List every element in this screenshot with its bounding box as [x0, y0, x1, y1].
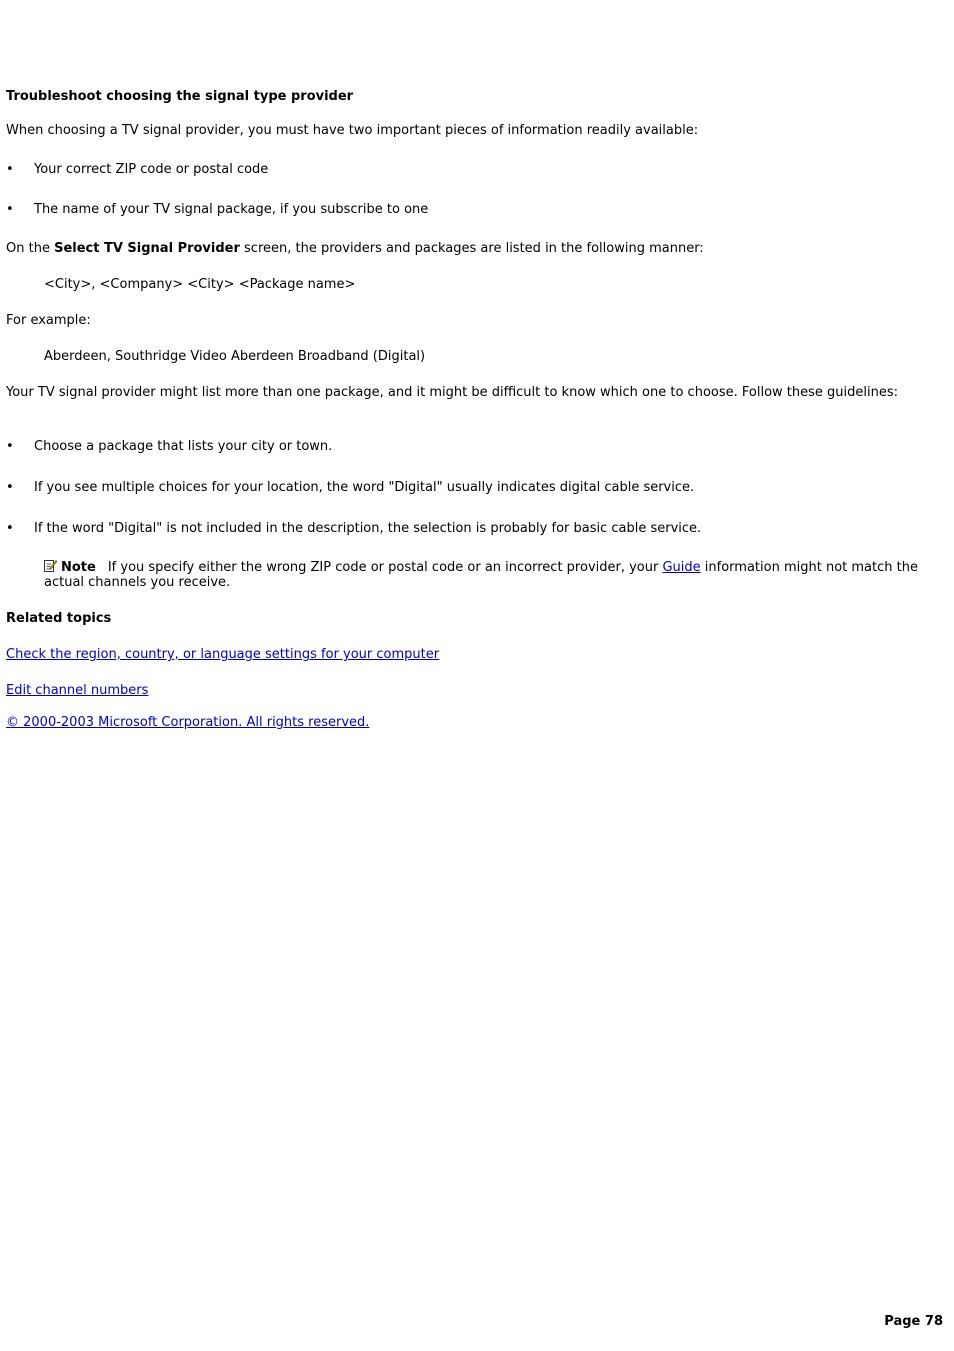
- example-label: For example:: [6, 313, 91, 328]
- intro-paragraph: When choosing a TV signal provider, you must have two important pieces of information readily available:: [6, 123, 699, 138]
- note-text-after: information might not match the actual channels you receive.: [44, 560, 918, 590]
- note-box: [44, 559, 950, 590]
- bullet-icon: •: [6, 480, 14, 495]
- region-settings-link[interactable]: Check the region, country, or language settings for your computer: [6, 647, 440, 662]
- related-topics-heading: Related topics: [6, 611, 112, 626]
- copyright-line[interactable]: [6, 715, 369, 731]
- listing-suffix: screen, the providers and packages are listed in the following manner:: [239, 241, 704, 256]
- guidelines-paragraph: Your TV signal provider might list more than one package, and it might be difficult to know which one to choose. Follow these guidelines:: [6, 385, 898, 400]
- guide-link[interactable]: Guide: [662, 560, 701, 575]
- note-pencil-icon: [44, 559, 57, 572]
- related-link-edit-channels[interactable]: [6, 683, 148, 699]
- list-item-text: The name of your TV signal package, if you subscribe to one: [34, 202, 429, 217]
- listing-prefix: On the: [6, 241, 55, 256]
- related-link-region-settings[interactable]: [6, 647, 439, 663]
- format-line: <City>, <Company> <City> <Package name>: [44, 277, 356, 292]
- bullet-icon: •: [6, 202, 14, 217]
- bullet-icon: •: [6, 521, 14, 536]
- edit-channel-numbers-link[interactable]: Edit channel numbers: [6, 683, 149, 698]
- bullet-icon: •: [6, 162, 14, 177]
- list-item-text: If the word "Digital" is not included in the description, the selection is probably for basic cable service.: [34, 521, 702, 536]
- bullet-icon: •: [6, 439, 14, 454]
- listing-paragraph: [6, 241, 704, 257]
- copyright-link[interactable]: © 2000-2003 Microsoft Corporation. All rights reserved.: [6, 715, 370, 730]
- list-item-text: If you see multiple choices for your location, the word "Digital" usually indicates digital cable service.: [34, 480, 695, 495]
- note-label: Note: [61, 560, 96, 575]
- example-line: Aberdeen, Southridge Video Aberdeen Broadband (Digital): [44, 349, 426, 364]
- page-number: Page 78: [884, 1314, 943, 1329]
- note-text-before: If you specify either the wrong ZIP code or postal code or an incorrect provider, your: [107, 560, 663, 575]
- list-item-text: Choose a package that lists your city or town.: [34, 439, 333, 454]
- screen-name: Select TV Signal Provider: [54, 241, 240, 256]
- list-item-text: Your correct ZIP code or postal code: [34, 162, 269, 177]
- page-title: Troubleshoot choosing the signal type provider: [6, 89, 354, 104]
